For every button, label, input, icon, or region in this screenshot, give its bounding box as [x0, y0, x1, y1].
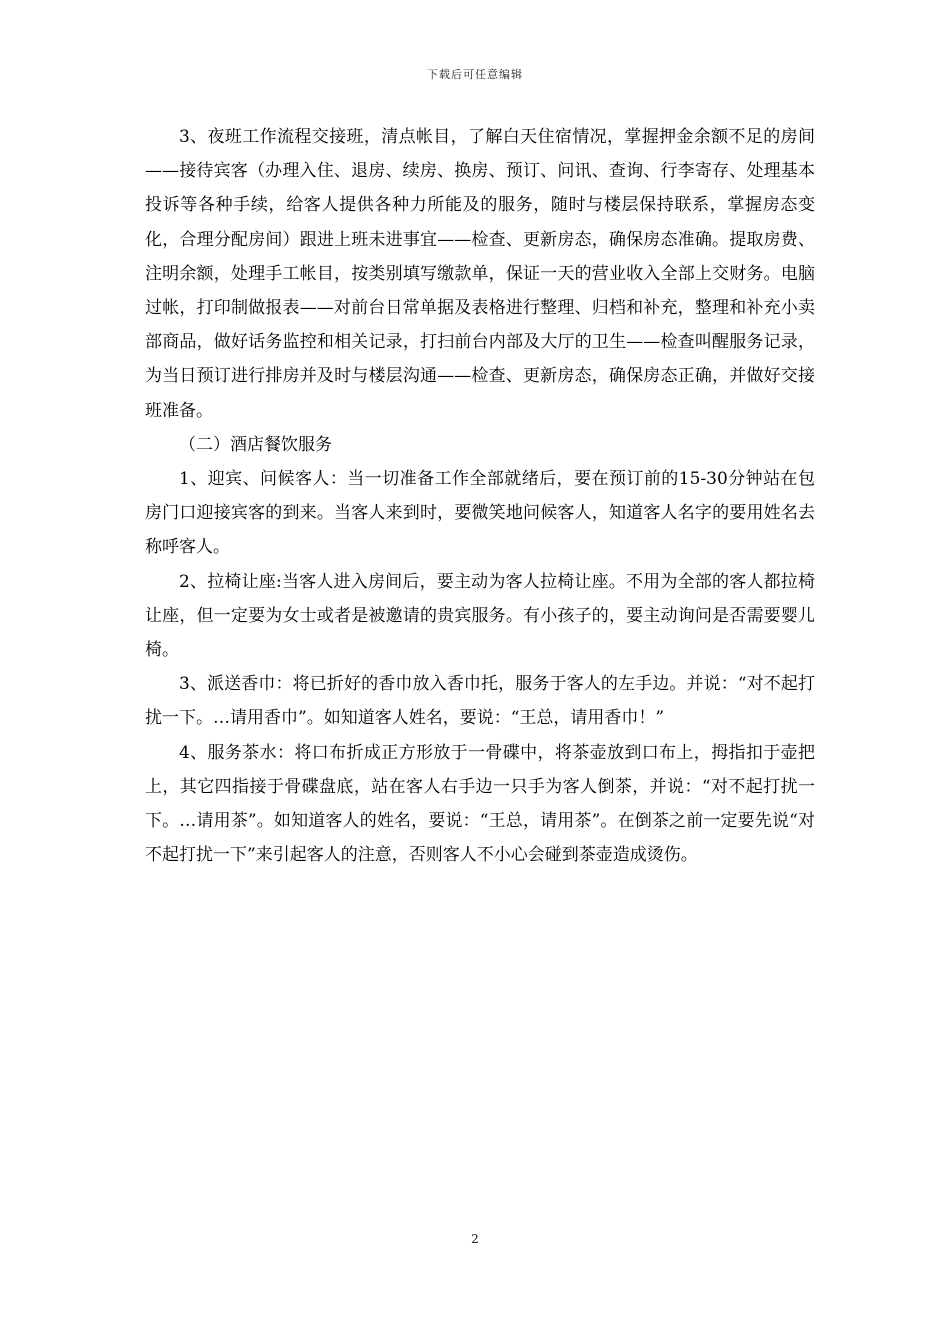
paragraph-tea: 4、服务茶水：将口布折成正方形放于一骨碟中，将茶壶放到口布上，拇指扣于壶把上，其它四指接于骨碟盘底，站在客人右手边一只手为客人倒茶，并说：“对不起打扰一下。…请用茶”。如知道客人的姓名，要说：“王总，请用茶”。在倒茶之前一定要先说“对不起打扰一下”来引起客人的注意，否则客人不小心会碰到茶壶造成烫伤。	[145, 742, 815, 866]
paragraph-greeting: 1、迎宾、问候客人：当一切准备工作全部就绪后，要在预订前的15-30分钟站在包房门口迎接宾客的到来。当客人来到时，要微笑地问候客人，知道客人名字的要用姓名去称呼客人。	[145, 469, 815, 558]
section-heading-catering: （二）酒店餐饮服务	[179, 434, 332, 455]
header-note: 下载后可任意编辑	[427, 68, 523, 81]
paragraph-seating: 2、拉椅让座:当客人进入房间后，要主动为客人拉椅让座。不用为全部的客人都拉椅让座，但一定要为女士或者是被邀请的贵宾服务。有小孩子的，要主动询问是否需要婴儿椅。	[145, 571, 815, 661]
paragraph-night-shift: 3、夜班工作流程交接班，清点帐目，了解白天住宿情况，掌握押金余额不足的房间——接待宾客（办理入住、退房、续房、换房、预订、问讯、查询、行李寄存、处理基本投诉等各种手续，给客人提供各种力所能及的服务，随时与楼层保持联系，掌握房态变化，合理分配房间）跟进上班未进事宜——检查、更新房态，确保房态准确。提取房费、注明余额，处理手工帐目，按类别填写缴款单，保证一天的营业收入全部上交财务。电脑过帐，打印制做报表——对前台日常单据及表格进行整理、归档和补充，整理和补充小卖部商品，做好话务监控和相关记录，打扫前台内部及大厅的卫生——检查叫醒服务记录，为当日预订进行排房并及时与楼层沟通——检查、更新房态，确保房态正确，并做好交接班准备。	[145, 127, 815, 421]
document-body	[145, 120, 815, 872]
page-number: 2	[471, 1232, 479, 1246]
paragraph-towel: 3、派送香巾：将已折好的香巾放入香巾托，服务于客人的左手边。并说：“对不起打扰一下。…请用香巾”。如知道客人姓名，要说：“王总，请用香巾！”	[145, 674, 815, 729]
